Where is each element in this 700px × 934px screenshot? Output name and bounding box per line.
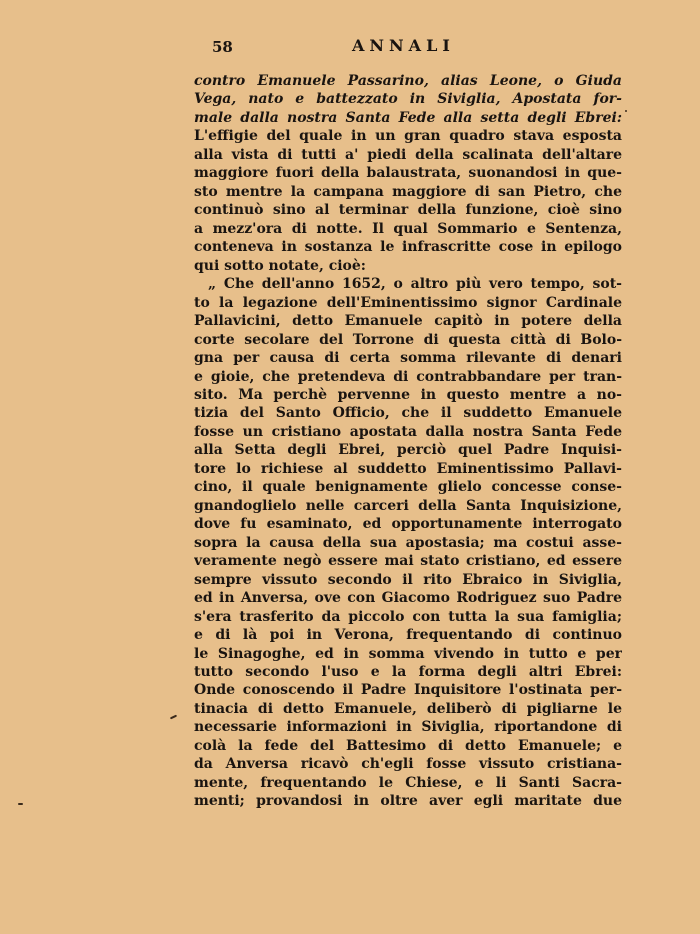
running-title: ANNALI (352, 36, 455, 55)
page-number: 58 (212, 38, 233, 56)
text-line: continuò sino al terminar della funzione, cioè sino (194, 202, 622, 219)
text-line: tutto secondo l'uso e la forma degli altri Ebrei: (194, 664, 622, 680)
text-line: cino, il quale benignamente glielo concesse conse- (194, 479, 622, 496)
text-line: a mezz'ora di notte. Il qual Sommario e Sentenza, (194, 220, 622, 237)
text-line: le Sinagoghe, ed in somma vivendo in tutto e per (194, 645, 622, 662)
text-line: veramente negò essere mai stato cristiano, ed essere (194, 553, 622, 570)
ink-speck (625, 110, 627, 112)
text-line: qui sotto notate, cioè: (194, 257, 366, 274)
text-line: necessarie informazioni in Siviglia, riportandone di (194, 719, 622, 736)
text-line: „ Che dell'anno 1652, o altro più vero tempo, sot- (208, 276, 622, 293)
body-text (194, 72, 622, 811)
text-line: L'effigie del quale in un gran quadro stava esposta (194, 128, 622, 145)
text-line: dove fu esaminato, ed opportunamente interrogato (194, 516, 622, 533)
text-line: maggiore fuori della balaustrata, suonandosi in que- (194, 165, 622, 182)
text-line: Pallavicini, detto Emanuele capitò in potere della (194, 313, 622, 330)
text-line: ed in Anversa, ove con Giacomo Rodriguez suo Padre (194, 590, 622, 607)
text-line: tinacia di detto Emanuele, deliberò di pigliarne le (194, 700, 622, 717)
text-line: alla vista di tutti a' piedi della scalinata dell'altare (194, 146, 622, 163)
text-line: corte secolare del Torrone di questa città di Bolo- (194, 331, 622, 348)
text-line: male dalla nostra Santa Fede alla setta degli Ebrei: (194, 109, 622, 126)
text-line: menti; provandosi in oltre aver egli maritate due (194, 793, 622, 810)
text-line: e gioie, che pretendeva di contrabbandare per tran- (194, 368, 622, 385)
text-line: gnandoglielo nelle carceri della Santa Inquisizione, (194, 497, 622, 514)
text-line: to la legazione dell'Eminentissimo signor Cardinale (194, 294, 622, 311)
text-line: Vega, nato e battezzato in Siviglia, Apostata for- (194, 91, 622, 108)
text-line: s'era trasferito da piccolo con tutta la sua famiglia; (194, 608, 622, 625)
text-line: e di là poi in Verona, frequentando di continuo (194, 627, 622, 644)
text-line: alla Setta degli Ebrei, perciò quel Padre Inquisi- (194, 442, 622, 459)
text-line: conteneva in sostanza le infrascritte cose in epilogo (194, 239, 622, 256)
text-line: fosse un cristiano apostata dalla nostra Santa Fede (194, 423, 622, 440)
text-line: mente, frequentando le Chiese, e li Santi Sacra- (194, 774, 622, 791)
text-line: tore lo richiese al suddetto Eminentissimo Pallavi- (194, 460, 622, 477)
text-line: contro Emanuele Passarino, alias Leone, o Giuda (194, 73, 622, 89)
text-line: sopra la causa della sua apostasia; ma costui asse- (194, 534, 622, 551)
text-line: gna per causa di certa somma rilevante di denari (194, 350, 622, 367)
text-line: sito. Ma perchè pervenne in questo mentre a no- (194, 386, 622, 403)
text-line: Onde conoscendo il Padre Inquisitore l'ostinata per- (194, 682, 622, 699)
ink-speck (18, 803, 23, 805)
text-line: sempre vissuto secondo il rito Ebraico in Siviglia, (194, 571, 622, 588)
text-line: tizia del Santo Officio, che il suddetto Emanuele (194, 405, 622, 422)
text-line: sto mentre la campana maggiore di san Pietro, che (194, 183, 622, 200)
text-line: da Anversa ricavò ch'egli fosse vissuto cristiana- (194, 756, 622, 773)
text-line: colà la fede del Battesimo di detto Emanuele; e (194, 737, 622, 754)
ink-speck (170, 715, 177, 720)
